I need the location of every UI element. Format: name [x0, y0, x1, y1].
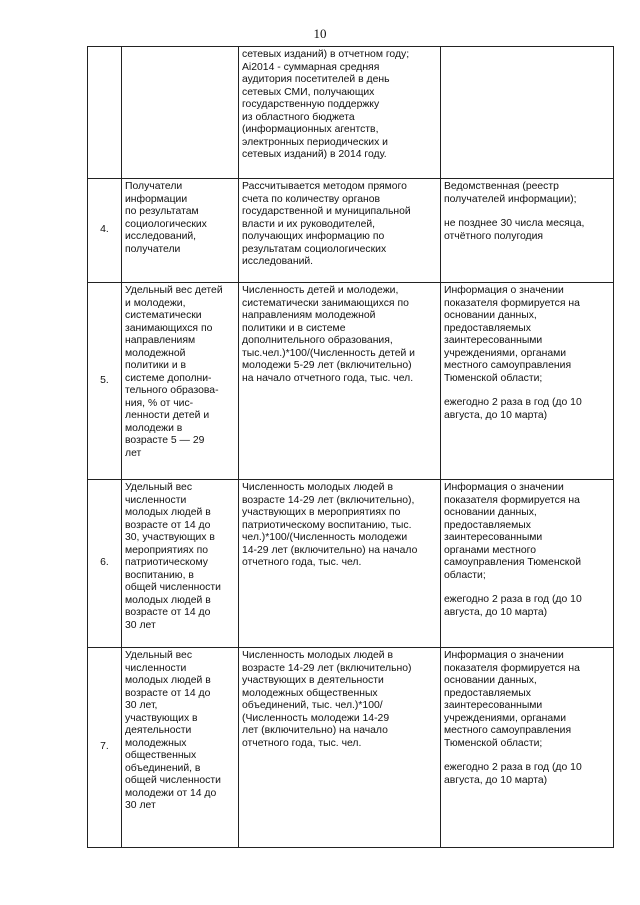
- table-row: [88, 480, 614, 648]
- method-cell: [239, 283, 441, 480]
- row-number: [88, 47, 122, 179]
- row-number: 5.: [88, 283, 122, 480]
- source-note: не позднее 30 числа месяца, отчётного полугодия: [444, 218, 585, 242]
- method-cell: [239, 47, 441, 179]
- method-cell: [239, 179, 441, 283]
- source-note: ежегодно 2 раза в год (до 10 августа, до 10 марта): [444, 762, 582, 786]
- source-cell: [441, 283, 614, 480]
- source-note: ежегодно 2 раза в год (до 10 августа, до 10 марта): [444, 594, 582, 618]
- source-text: Ведомственная (реестр получателей информации);: [444, 181, 577, 205]
- indicator-text: Удельный вес численности молодых людей в возрасте от 14 до 30 лет, участвующих в деятельности молодежных общественных объединений, в общей численности молодежи от 14 до 30 лет: [125, 650, 221, 811]
- source-cell: [441, 648, 614, 848]
- method-cell: [239, 480, 441, 648]
- row-number: 4.: [88, 179, 122, 283]
- source-text: Информация о значении показателя формируется на основании данных, предоставляемых заинтересованными учреждениями, органами местного самоуправления Тюменской области;: [444, 650, 580, 749]
- method-text: Численность детей и молодежи, систематически занимающихся по направлениям молодежной политики и в системе дополнительного образования, тыс.чел.)*100/(Численность детей и молодежи 5-29 лет (включительно) на начало отчетного года, тыс. чел.: [242, 285, 415, 384]
- source-text: Информация о значении показателя формируется на основании данных, предоставляемых заинтересованными органами местного самоуправления Тюменской области;: [444, 482, 582, 581]
- source-cell: [441, 480, 614, 648]
- source-text: Информация о значении показателя формируется на основании данных, предоставляемых заинтересованными учреждениями, органами местного самоуправления Тюменской области;: [444, 285, 580, 384]
- indicator-text: Удельный вес детей и молодежи, систематически занимающихся по направлениям молодежной политики и в системе дополни- тельного образова- ния, % от чис- ленности детей и молодежи в возрасте 5 — 29 лет: [125, 285, 223, 459]
- indicator-text: Получатели информации по результатам социологических исследований, получатели: [125, 181, 207, 255]
- indicator-cell: [122, 179, 239, 283]
- indicator-cell: [122, 648, 239, 848]
- source-cell: [441, 179, 614, 283]
- table-row: [88, 47, 614, 179]
- row-number: 6.: [88, 480, 122, 648]
- method-text: Рассчитывается методом прямого счета по количеству органов государственной и муниципальной власти и их руководителей, получающих информацию по результатам социологических исследований.: [242, 181, 411, 267]
- method-cell: [239, 648, 441, 848]
- source-note: ежегодно 2 раза в год (до 10 августа, до 10 марта): [444, 397, 582, 421]
- method-text: Численность молодых людей в возрасте 14-29 лет (включительно) участвующих в деятельности молодежных общественных объединений, тыс. чел.)*100/ (Численность молодежи 14-29 лет (включительно) на начало отчетного года, тыс. чел.: [242, 650, 412, 749]
- table-row: [88, 648, 614, 848]
- indicator-cell: [122, 47, 239, 179]
- indicator-cell: [122, 283, 239, 480]
- indicator-text: Удельный вес численности молодых людей в возрасте от 14 до 30, участвующих в мероприятиях по патриотическому воспитанию, в общей численности молодых людей в возрасте от 14 до 30 лет: [125, 482, 221, 631]
- page-number: 10: [313, 26, 327, 41]
- method-text: сетевых изданий) в отчетном году; Ai2014 - суммарная средняя аудитория посетителей в день сетевых СМИ, получающих государственную поддержку из областного бюджета (информационных агентств, электронных периодических и сетевых изданий) в 2014 году.: [242, 49, 410, 160]
- source-cell: [441, 47, 614, 179]
- indicator-cell: [122, 480, 239, 648]
- method-text: Численность молодых людей в возрасте 14-29 лет (включительно), участвующих в мероприятиях по патриотическому воспитанию, тыс. чел.)*100/(Численность молодежи 14-29 лет (включительно) на начало отчетного года, тыс. чел.: [242, 482, 418, 568]
- row-number: 7.: [88, 648, 122, 848]
- table-row: [88, 283, 614, 480]
- indicators-table: [87, 46, 614, 848]
- table-row: [88, 179, 614, 283]
